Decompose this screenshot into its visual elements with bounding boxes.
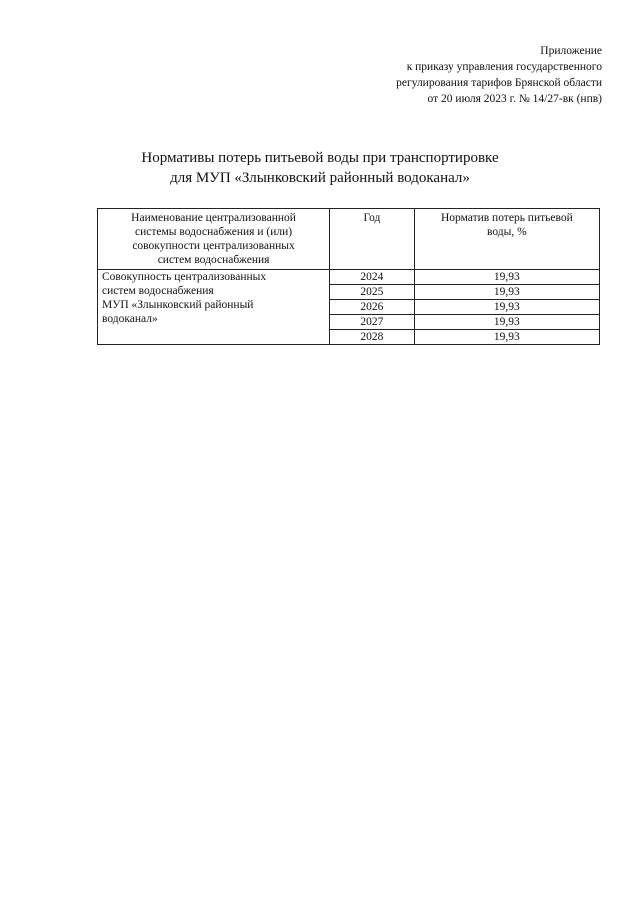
title-line-1: Нормативы потерь питьевой воды при транспортировке (141, 150, 499, 166)
table-header-row (98, 209, 600, 270)
header-text: совокупности централизованных (132, 240, 295, 252)
norm-cell: 19,93 (414, 270, 599, 285)
document-title (0, 148, 640, 188)
system-name-line: систем водоснабжения (102, 285, 214, 297)
header-text: системы водоснабжения и (или) (135, 226, 293, 238)
year-cell: 2027 (330, 315, 415, 330)
appendix-header (396, 43, 602, 107)
norms-table (97, 208, 600, 345)
appendix-line: Приложение (540, 45, 602, 57)
system-name-cell (98, 270, 330, 345)
appendix-line: от 20 июля 2023 г. № 14/27-вк (нпв) (427, 93, 602, 105)
header-text: воды, % (487, 226, 527, 238)
table-row (98, 270, 600, 285)
system-name-line: Совокупность централизованных (102, 271, 267, 283)
appendix-line: к приказу управления государственного (406, 61, 602, 73)
norm-cell: 19,93 (414, 300, 599, 315)
appendix-line: регулирования тарифов Брянской области (396, 77, 602, 89)
header-year: Год (330, 209, 415, 270)
norm-cell: 19,93 (414, 315, 599, 330)
header-text: Наименование централизованной (131, 212, 296, 224)
year-cell: 2024 (330, 270, 415, 285)
system-name-line: МУП «Злынковский районный (102, 299, 254, 311)
title-line-2: для МУП «Злынковский районный водоканал» (170, 170, 470, 186)
year-cell: 2025 (330, 285, 415, 300)
norm-cell: 19,93 (414, 330, 599, 345)
norm-cell: 19,93 (414, 285, 599, 300)
header-text: Норматив потерь питьевой (440, 212, 573, 224)
year-cell: 2026 (330, 300, 415, 315)
year-cell: 2028 (330, 330, 415, 345)
header-system-name (98, 209, 330, 270)
header-norm (414, 209, 599, 270)
system-name-line: водоканал» (102, 313, 158, 325)
header-text: систем водоснабжения (157, 254, 270, 266)
